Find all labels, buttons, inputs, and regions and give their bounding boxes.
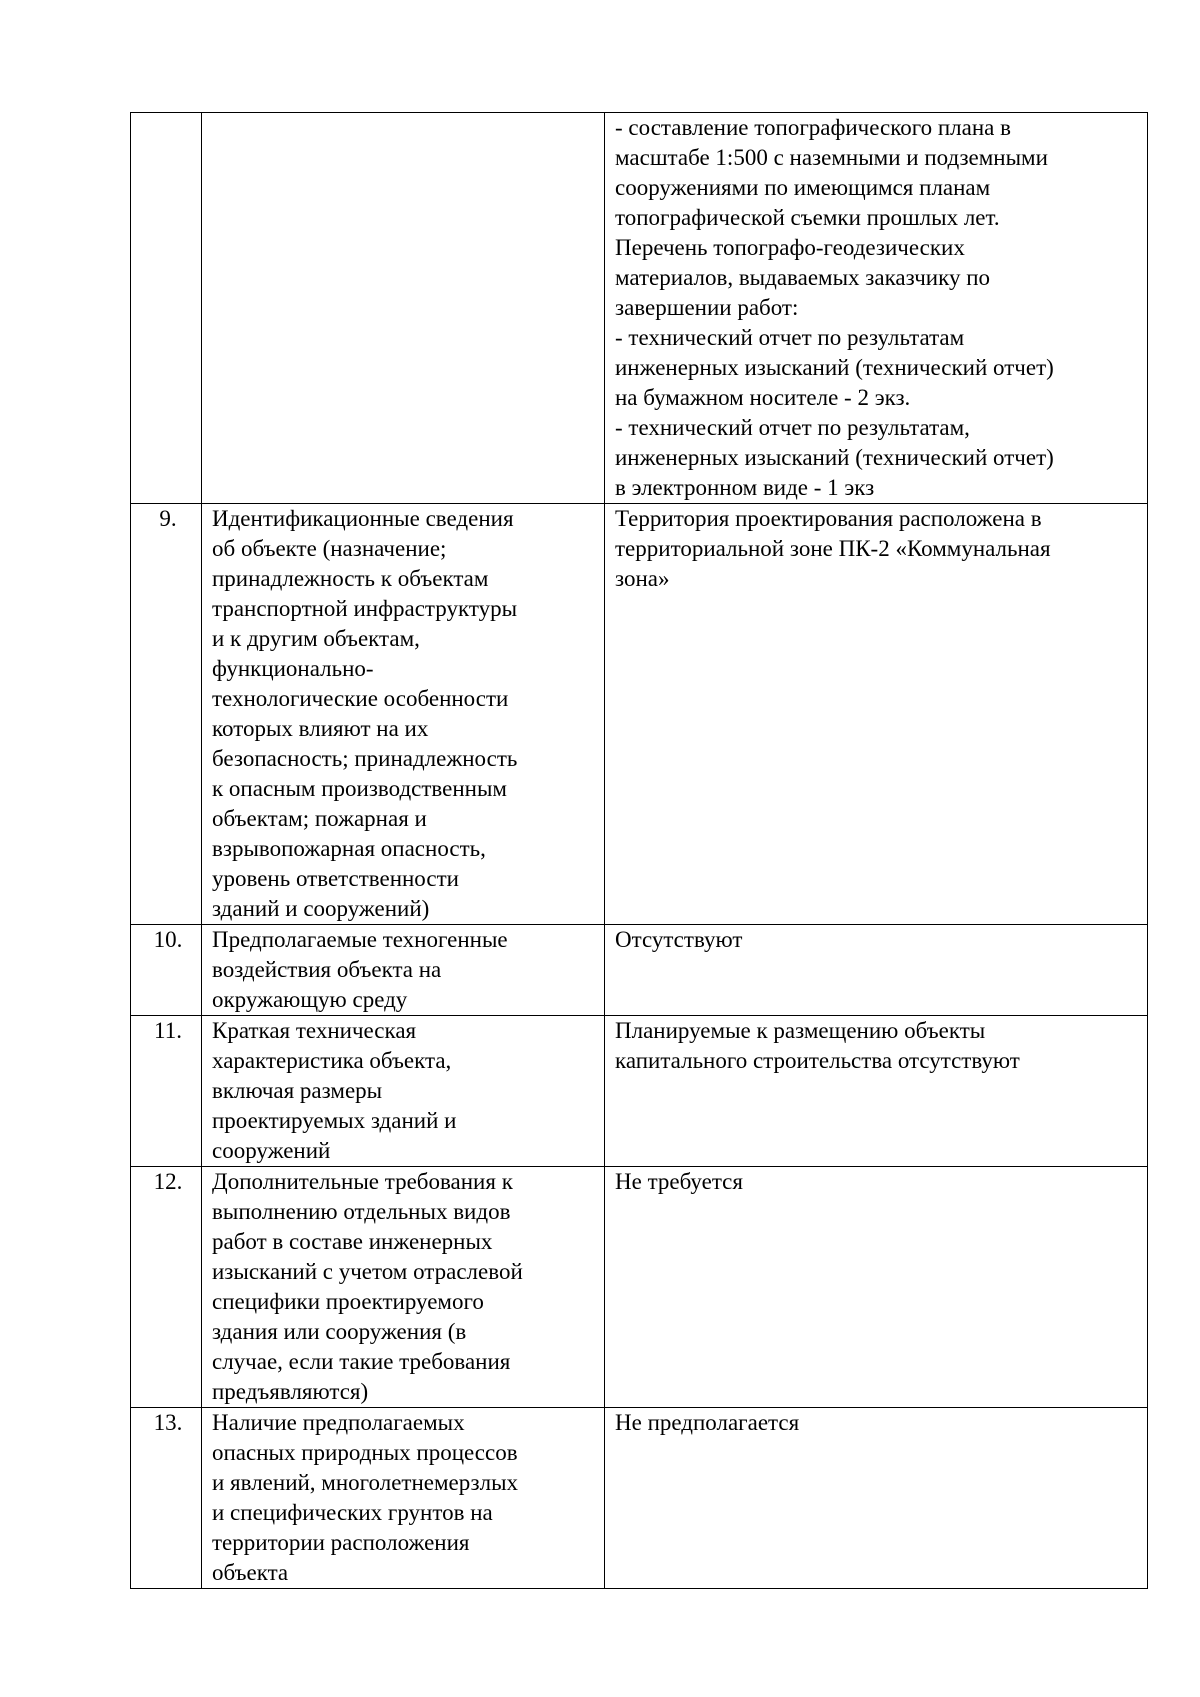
parameter-value-line: Не предполагается — [615, 1410, 800, 1435]
parameter-value-line: - технический отчет по результатам — [615, 325, 965, 350]
row-number-cell — [131, 504, 202, 925]
table-row — [131, 1167, 1148, 1408]
parameter-name-line: Предполагаемые техногенные — [212, 927, 508, 952]
parameter-value-line: топографической съемки прошлых лет. — [615, 205, 1000, 230]
parameter-value-cell — [605, 504, 1148, 925]
parameter-name-line: Дополнительные требования к — [212, 1169, 513, 1194]
parameter-name-line: безопасность; принадлежность — [212, 746, 518, 771]
parameter-value-line: материалов, выдаваемых заказчику по — [615, 265, 991, 290]
parameter-name-line: предъявляются) — [212, 1379, 369, 1404]
table-row — [131, 504, 1148, 925]
parameter-value-line: - составление топографического плана в — [615, 115, 1011, 140]
parameter-name-cell — [202, 1408, 605, 1589]
document-page — [130, 112, 1148, 1589]
parameter-value-line: Не требуется — [615, 1169, 743, 1194]
parameter-name-line: воздействия объекта на — [212, 957, 442, 982]
parameter-name-line: и специфических грунтов на — [212, 1500, 493, 1525]
parameter-name-line: выполнению отдельных видов — [212, 1199, 511, 1224]
parameter-name-line: специфики проектируемого — [212, 1289, 484, 1314]
parameter-name-line: изысканий с учетом отраслевой — [212, 1259, 523, 1284]
parameter-name-line: опасных природных процессов — [212, 1440, 518, 1465]
parameter-name-line: к опасным производственным — [212, 776, 507, 801]
parameter-name-line: об объекте (назначение; — [212, 536, 447, 561]
parameter-name-line: уровень ответственности — [212, 866, 459, 891]
parameter-value-line: Планируемые к размещению объекты — [615, 1018, 986, 1043]
parameter-value-line: капитального строительства отсутствуют — [615, 1048, 1020, 1073]
row-number-cell — [131, 1408, 202, 1589]
row-number-cell — [131, 113, 202, 504]
row-number-cell — [131, 925, 202, 1016]
requirements-table — [130, 112, 1148, 1589]
parameter-value-line: зона» — [615, 566, 670, 591]
parameter-value-line: - технический отчет по результатам, — [615, 415, 970, 440]
row-number: 13. — [153, 1410, 183, 1435]
table-row — [131, 1408, 1148, 1589]
parameter-value-line: на бумажном носителе - 2 экз. — [615, 385, 911, 410]
parameter-name-line: сооружений — [212, 1138, 331, 1163]
parameter-name-line: здания или сооружения (в — [212, 1319, 467, 1344]
parameter-name-cell — [202, 1167, 605, 1408]
parameter-name-line: работ в составе инженерных — [212, 1229, 493, 1254]
parameter-value-line: инженерных изысканий (технический отчет) — [615, 355, 1054, 380]
parameter-name-cell — [202, 1016, 605, 1167]
table-body — [131, 113, 1148, 1589]
parameter-value-cell — [605, 1016, 1148, 1167]
parameter-value-line: сооружениями по имеющимся планам — [615, 175, 991, 200]
parameter-value-line: Перечень топографо-геодезических — [615, 235, 965, 260]
parameter-name-line: объектам; пожарная и — [212, 806, 427, 831]
parameter-name-cell — [202, 504, 605, 925]
parameter-name-line: Наличие предполагаемых — [212, 1410, 465, 1435]
table-row — [131, 925, 1148, 1016]
parameter-name-line: объекта — [212, 1560, 289, 1585]
parameter-name-line: зданий и сооружений) — [212, 896, 430, 921]
parameter-name-line: функционально- — [212, 656, 374, 681]
parameter-name-line: технологические особенности — [212, 686, 509, 711]
parameter-name-line: и к другим объектам, — [212, 626, 420, 651]
parameter-value-line: завершении работ: — [615, 295, 799, 320]
table-row — [131, 1016, 1148, 1167]
parameter-name-line: проектируемых зданий и — [212, 1108, 457, 1133]
parameter-name-line: принадлежность к объектам — [212, 566, 489, 591]
parameter-name-line: Краткая техническая — [212, 1018, 417, 1043]
row-number: 9. — [159, 506, 177, 531]
parameter-name-line: транспортной инфраструктуры — [212, 596, 518, 621]
parameter-name-line: которых влияют на их — [212, 716, 429, 741]
parameter-value-line: в электронном виде - 1 экз — [615, 475, 875, 500]
parameter-value-line: масштабе 1:500 с наземными и подземными — [615, 145, 1048, 170]
row-number-cell — [131, 1016, 202, 1167]
row-number: 11. — [154, 1018, 182, 1043]
parameter-value-cell — [605, 925, 1148, 1016]
parameter-name-line: случае, если такие требования — [212, 1349, 511, 1374]
row-number: 12. — [153, 1169, 183, 1194]
parameter-name-line: характеристика объекта, — [212, 1048, 452, 1073]
parameter-value-line: Территория проектирования расположена в — [615, 506, 1042, 531]
table-row — [131, 113, 1148, 504]
parameter-name-line: взрывопожарная опасность, — [212, 836, 486, 861]
parameter-name-line: окружающую среду — [212, 987, 408, 1012]
parameter-value-line: территориальной зоне ПК-2 «Коммунальная — [615, 536, 1051, 561]
row-number: 10. — [153, 927, 183, 952]
parameter-value-cell — [605, 1408, 1148, 1589]
parameter-value-line: Отсутствуют — [615, 927, 743, 952]
parameter-name-line: территории расположения — [212, 1530, 470, 1555]
parameter-value-cell — [605, 1167, 1148, 1408]
parameter-value-cell — [605, 113, 1148, 504]
parameter-name-line: включая размеры — [212, 1078, 383, 1103]
parameter-name-line: и явлений, многолетнемерзлых — [212, 1470, 519, 1495]
parameter-name-line: Идентификационные сведения — [212, 506, 514, 531]
parameter-name-cell — [202, 925, 605, 1016]
parameter-name-cell — [202, 113, 605, 504]
row-number-cell — [131, 1167, 202, 1408]
parameter-value-line: инженерных изысканий (технический отчет) — [615, 445, 1054, 470]
